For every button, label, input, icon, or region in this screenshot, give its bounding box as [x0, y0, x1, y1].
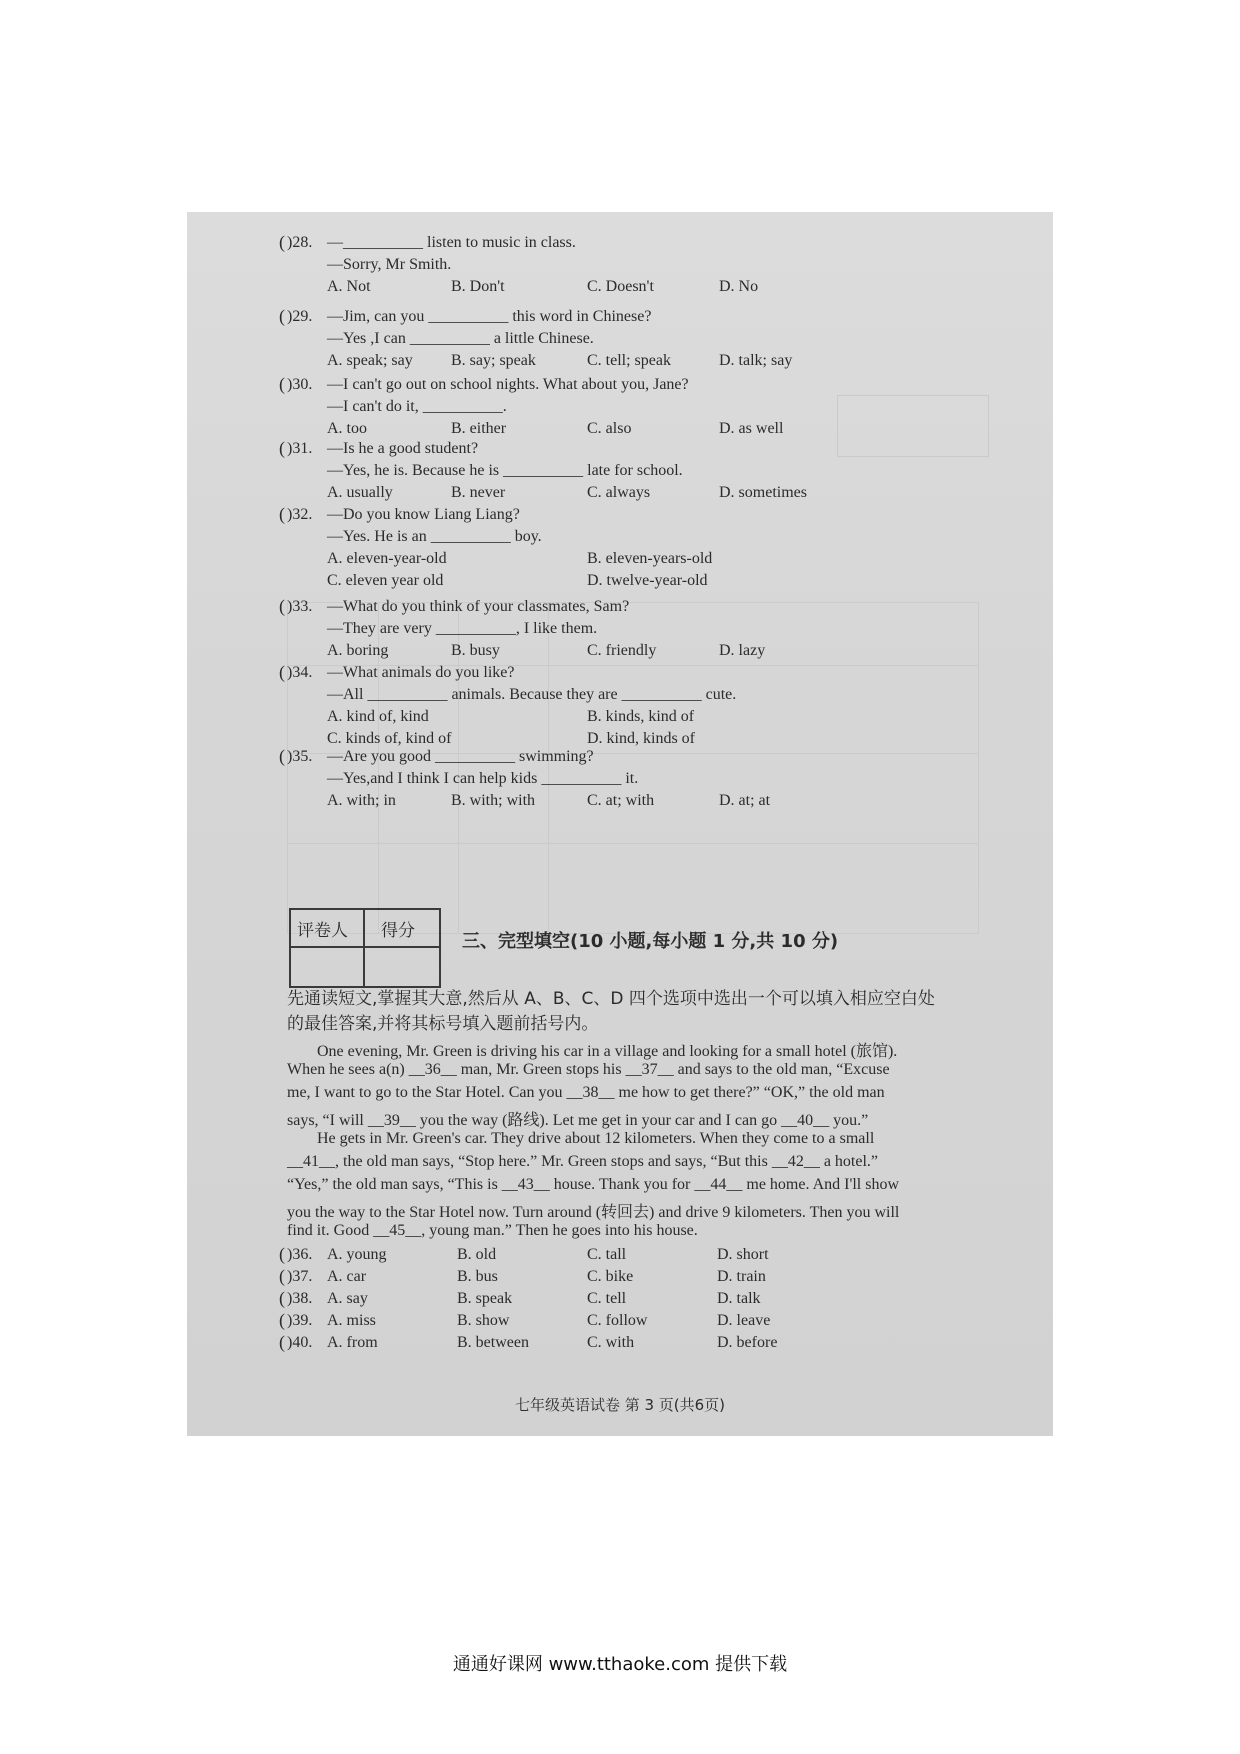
question-number: )28. — [287, 234, 313, 251]
option-a: A. too — [327, 420, 367, 437]
answer-bracket: ( — [279, 1244, 285, 1264]
section-title: 三、完型填空(10 小题,每小题 1 分,共 10 分) — [462, 931, 839, 952]
answer-bracket: ( — [279, 1332, 285, 1352]
option-c: C. eleven year old — [327, 572, 444, 589]
question-response: —Sorry, Mr Smith. — [327, 256, 452, 273]
question-response: —Yes ,I can __________ a little Chinese. — [327, 330, 594, 347]
option-c: C. with — [587, 1334, 635, 1351]
passage-line: me, I want to go to the Star Hotel. Can you __38__ me how to get there?” “OK,” the old man — [287, 1084, 885, 1101]
score-table — [289, 908, 441, 988]
option-a: A. young — [327, 1246, 387, 1263]
question-number: )36. — [287, 1246, 313, 1263]
option-c: C. friendly — [587, 642, 657, 659]
question-number: )37. — [287, 1268, 313, 1285]
option-d: D. short — [717, 1246, 769, 1263]
question-prompt: —__________ listen to music in class. — [327, 234, 576, 251]
option-b: B. speak — [457, 1290, 513, 1307]
question-number: )29. — [287, 308, 313, 325]
scanned-exam-photo — [187, 212, 1053, 1436]
option-d: D. talk — [717, 1290, 761, 1307]
question-number: )31. — [287, 440, 313, 457]
option-d: D. train — [717, 1268, 766, 1285]
question-response: —They are very __________, I like them. — [327, 620, 598, 637]
answer-bracket: ( — [279, 306, 285, 326]
question-response: —I can't do it, __________. — [327, 398, 507, 415]
option-d: D. as well — [719, 420, 784, 437]
option-d: D. talk; say — [719, 352, 793, 369]
answer-bracket: ( — [279, 1266, 285, 1286]
question-prompt: —What do you think of your classmates, Sam? — [327, 598, 630, 615]
question-response: —Yes. He is an __________ boy. — [327, 528, 542, 545]
option-c: C. follow — [587, 1312, 648, 1329]
instruction-line-1: 先通读短文,掌握其大意,然后从 A、B、C、D 四个选项中选出一个可以填入相应空白处 — [287, 989, 935, 1009]
option-a: A. from — [327, 1334, 378, 1351]
answer-bracket: ( — [279, 746, 285, 766]
question-number: )32. — [287, 506, 313, 523]
bleed-through-box — [837, 395, 989, 457]
option-a: A. speak; say — [327, 352, 413, 369]
passage-line: says, “I will __39__ you the way (路线). Let me get in your car and I can go __40__ you.” — [287, 1112, 869, 1129]
question-number: )34. — [287, 664, 313, 681]
question-number: )35. — [287, 748, 313, 765]
option-b: B. Don't — [451, 278, 505, 295]
answer-bracket: ( — [279, 1288, 285, 1308]
option-a: A. car — [327, 1268, 367, 1285]
option-a: A. say — [327, 1290, 368, 1307]
option-d: D. kind, kinds of — [587, 730, 695, 747]
question-response: —Yes, he is. Because he is __________ late for school. — [327, 462, 683, 479]
question-prompt: —What animals do you like? — [327, 664, 515, 681]
question-number: )30. — [287, 376, 313, 393]
option-a: A. with; in — [327, 792, 396, 809]
answer-bracket: ( — [279, 374, 285, 394]
passage-line: you the way to the Star Hotel now. Turn around (转回去) and drive 9 kilometers. Then you will — [287, 1204, 900, 1221]
option-a: A. miss — [327, 1312, 376, 1329]
question-response: —All __________ animals. Because they are __________ cute. — [327, 686, 737, 703]
passage-line: find it. Good __45__, young man.” Then he goes into his house. — [287, 1222, 698, 1239]
question-prompt: —Is he a good student? — [327, 440, 479, 457]
option-d: D. twelve-year-old — [587, 572, 708, 589]
option-b: B. with; with — [451, 792, 536, 809]
passage-line: __41__, the old man says, “Stop here.” Mr. Green stops and says, “But this __42__ a hotel.” — [287, 1153, 879, 1170]
answer-bracket: ( — [279, 504, 285, 524]
question-number: )33. — [287, 598, 313, 615]
option-b: B. never — [451, 484, 506, 501]
option-b: B. say; speak — [451, 352, 536, 369]
option-d: D. sometimes — [719, 484, 807, 501]
question-prompt: —Are you good __________ swimming? — [327, 748, 594, 765]
question-number: )40. — [287, 1334, 313, 1351]
answer-bracket: ( — [279, 438, 285, 458]
option-b: B. either — [451, 420, 507, 437]
option-c: C. tell — [587, 1290, 627, 1307]
option-d: D. No — [719, 278, 759, 295]
instruction-line-2: 的最佳答案,并将其标号填入题前括号内。 — [287, 1014, 599, 1034]
option-d: D. before — [717, 1334, 778, 1351]
option-b: B. bus — [457, 1268, 498, 1285]
question-number: )38. — [287, 1290, 313, 1307]
option-a: A. Not — [327, 278, 371, 295]
option-c: C. also — [587, 420, 632, 437]
question-prompt: —Jim, can you __________ this word in Chinese? — [327, 308, 652, 325]
option-c: C. at; with — [587, 792, 655, 809]
option-b: B. old — [457, 1246, 497, 1263]
option-d: D. lazy — [719, 642, 766, 659]
option-a: A. boring — [327, 642, 389, 659]
passage-line: “Yes,” the old man says, “This is __43__ house. Thank you for __44__ me home. And I'll show — [287, 1176, 900, 1193]
option-a: A. eleven-year-old — [327, 550, 447, 567]
option-c: C. Doesn't — [587, 278, 654, 295]
option-b: B. eleven-years-old — [587, 550, 713, 567]
question-response: —Yes,and I think I can help kids __________ it. — [327, 770, 639, 787]
option-b: B. between — [457, 1334, 529, 1351]
exam-page-footer: 七年级英语试卷 第 3 页(共6页) — [514, 1396, 726, 1414]
option-d: D. at; at — [719, 792, 771, 809]
answer-bracket: ( — [279, 1310, 285, 1330]
grader-label: 评卷人 — [297, 921, 348, 941]
passage-line: One evening, Mr. Green is driving his car in a village and looking for a small hotel (旅馆). — [317, 1043, 898, 1060]
option-c: C. always — [587, 484, 651, 501]
passage-line: He gets in Mr. Green's car. They drive about 12 kilometers. When they come to a small — [317, 1130, 875, 1147]
option-b: B. show — [457, 1312, 510, 1329]
option-c: C. bike — [587, 1268, 634, 1285]
option-c: C. tell; speak — [587, 352, 671, 369]
site-footer: 通通好课网 www.tthaoke.com 提供下载 — [452, 1654, 788, 1675]
answer-bracket: ( — [279, 662, 285, 682]
option-a: A. kind of, kind — [327, 708, 429, 725]
option-b: B. busy — [451, 642, 500, 659]
score-label: 得分 — [381, 921, 415, 941]
answer-bracket: ( — [279, 232, 285, 252]
question-prompt: —Do you know Liang Liang? — [327, 506, 520, 523]
option-a: A. usually — [327, 484, 393, 501]
option-c: C. kinds of, kind of — [327, 730, 452, 747]
answer-bracket: ( — [279, 596, 285, 616]
passage-line: When he sees a(n) __36__ man, Mr. Green stops his __37__ and says to the old man, “Excuse — [287, 1061, 890, 1078]
option-c: C. tall — [587, 1246, 627, 1263]
question-number: )39. — [287, 1312, 313, 1329]
option-b: B. kinds, kind of — [587, 708, 695, 725]
question-prompt: —I can't go out on school nights. What about you, Jane? — [327, 376, 689, 393]
option-d: D. leave — [717, 1312, 771, 1329]
